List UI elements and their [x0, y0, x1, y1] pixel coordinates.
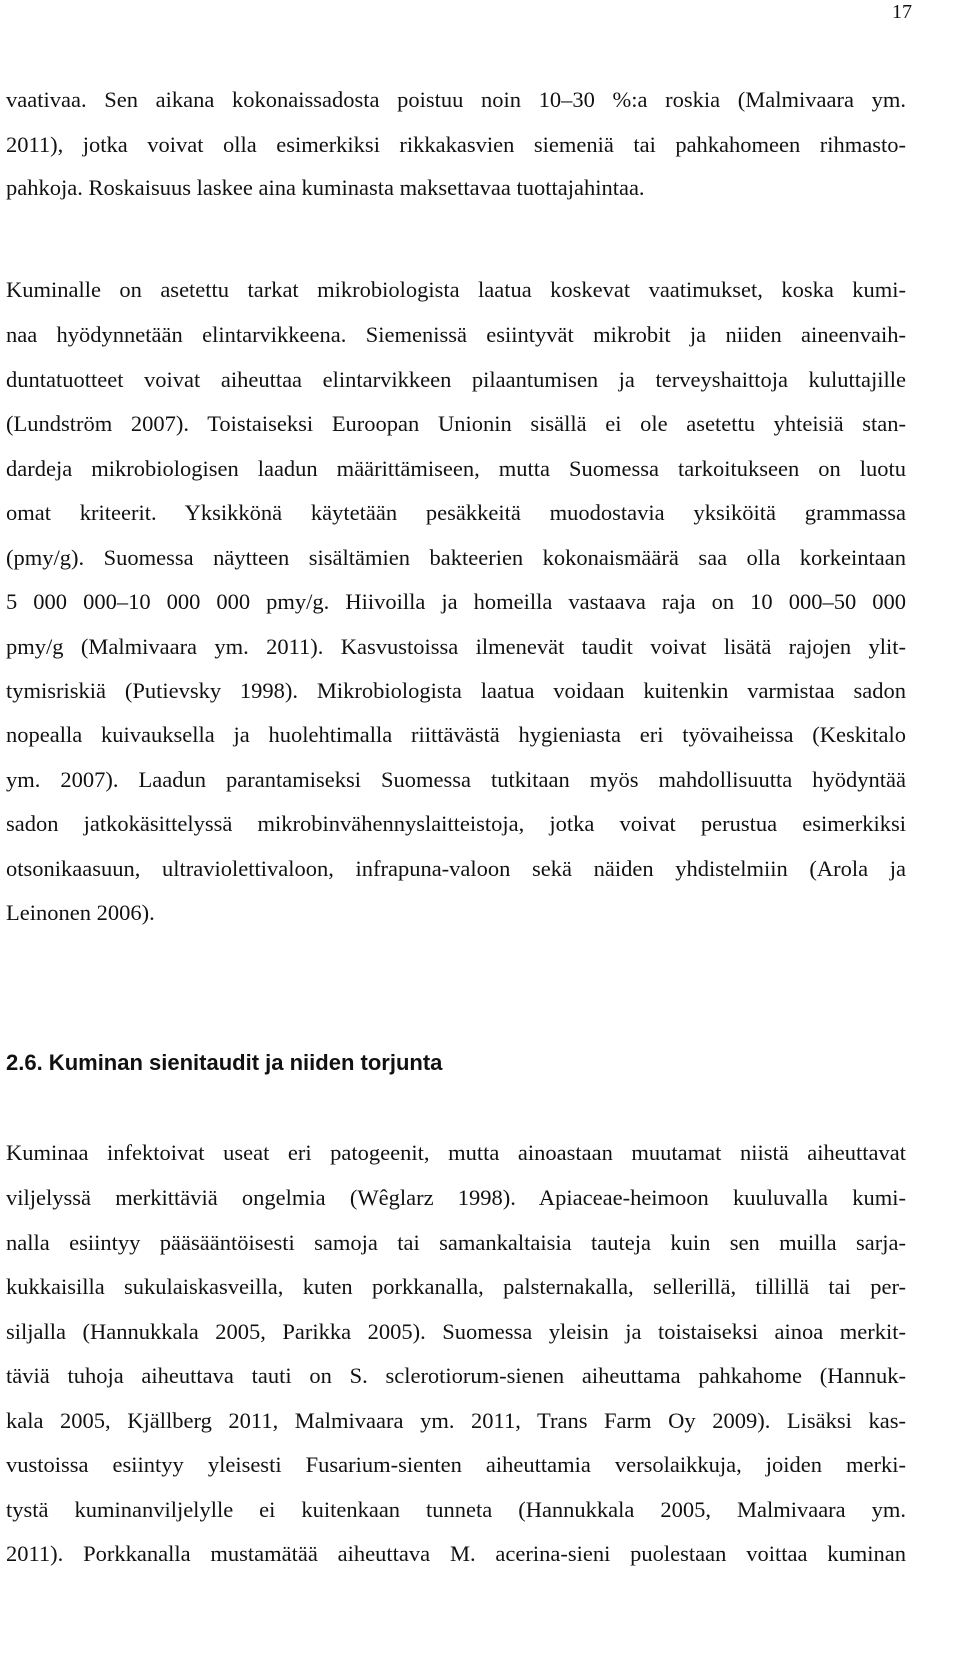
paragraph-line: vaativaa. Sen aikana kokonaissadosta poistuu noin 10–30 %:a roskia (Malmivaara ym. — [6, 87, 906, 112]
paragraph-line: kala 2005, Kjällberg 2011, Malmivaara ym. 2011, Trans Farm Oy 2009). Lisäksi kas- — [6, 1408, 906, 1433]
paragraph-line: (pmy/g). Suomessa näytteen sisältämien bakteerien kokonaismäärä saa olla korkeintaan — [6, 545, 906, 570]
paragraph-line: siljalla (Hannukkala 2005, Parikka 2005). Suomessa yleisin ja toistaiseksi ainoa merkit- — [6, 1319, 906, 1344]
paragraph-line: 2011). Porkkanalla mustamätää aiheuttava M. acerina-sieni puolestaan voittaa kuminan — [6, 1541, 906, 1566]
paragraph-line: Leinonen 2006). — [6, 900, 155, 925]
paragraph-line: omat kriteerit. Yksikkönä käytetään pesäkkeitä muodostavia yksiköitä grammassa — [6, 500, 906, 525]
paragraph-line: Kuminaa infektoivat useat eri patogeenit, mutta ainoastaan muutamat niistä aiheuttavat — [6, 1140, 906, 1165]
paragraph-line: nopealla kuivauksella ja huolehtimalla riittävästä hygieniasta eri työvaiheissa (Keskitalo — [6, 722, 906, 747]
paragraph-line: ym. 2007). Laadun parantamiseksi Suomessa tutkitaan myös mahdollisuutta hyödyntää — [6, 767, 906, 792]
paragraph-line: tystä kuminanviljelylle ei kuitenkaan tunneta (Hannukkala 2005, Malmivaara ym. — [6, 1497, 906, 1522]
paragraph-line: 2011), jotka voivat olla esimerkiksi rikkakasvien siemeniä tai pahkahomeen rihmasto- — [6, 132, 906, 157]
paragraph-line: naa hyödynnetään elintarvikkeena. Siemenissä esiintyvät mikrobit ja niiden aineenvaih- — [6, 322, 906, 347]
paragraph-line: sadon jatkokäsittelyssä mikrobinvähennyslaitteistoja, jotka voivat perustua esimerkiksi — [6, 811, 906, 836]
paragraph-line: täviä tuhoja aiheuttava tauti on S. sclerotiorum-sienen aiheuttama pahkahome (Hannuk- — [6, 1363, 906, 1388]
paragraph-line: viljelyssä merkittäviä ongelmia (Wêglarz 1998). Apiaceae-heimoon kuuluvalla kumi- — [6, 1185, 906, 1210]
section-heading: 2.6. Kuminan sienitaudit ja niiden torjunta — [6, 1050, 443, 1075]
page-number: 17 — [892, 1, 912, 23]
paragraph-line: nalla esiintyy pääsääntöisesti samoja tai samankaltaisia tauteja kuin sen muilla sarja- — [6, 1230, 906, 1255]
paragraph-line: tymisriskiä (Putievsky 1998). Mikrobiologista laatua voidaan kuitenkin varmistaa sadon — [6, 678, 906, 703]
paragraph-line: otsonikaasuun, ultraviolettivaloon, infrapuna-valoon sekä näiden yhdistelmiin (Arola ja — [6, 856, 906, 881]
paragraph-line: dardeja mikrobiologisen laadun määrittämiseen, mutta Suomessa tarkoitukseen on luotu — [6, 456, 906, 481]
paragraph-line: 5 000 000–10 000 000 pmy/g. Hiivoilla ja homeilla vastaava raja on 10 000–50 000 — [6, 589, 906, 614]
paragraph-line: vustoissa esiintyy yleisesti Fusarium-sienten aiheuttamia versolaikkuja, joiden merki- — [6, 1452, 906, 1477]
paragraph-line: kukkaisilla sukulaiskasveilla, kuten porkkanalla, palsternakalla, sellerillä, tillillä tai per- — [6, 1274, 906, 1299]
paragraph-line: pahkoja. Roskaisuus laskee aina kuminasta maksettavaa tuottajahintaa. — [6, 175, 645, 200]
paragraph-line: (Lundström 2007). Toistaiseksi Euroopan Unionin sisällä ei ole asetettu yhteisiä stan- — [6, 411, 906, 436]
paragraph-line: duntatuotteet voivat aiheuttaa elintarvikkeen pilaantumisen ja terveyshaittoja kuluttajille — [6, 367, 906, 392]
paragraph-line: pmy/g (Malmivaara ym. 2011). Kasvustoissa ilmenevät taudit voivat lisätä rajojen ylit- — [6, 634, 906, 659]
paragraph-line: Kuminalle on asetettu tarkat mikrobiologista laatua koskevat vaatimukset, koska kumi- — [6, 277, 906, 302]
